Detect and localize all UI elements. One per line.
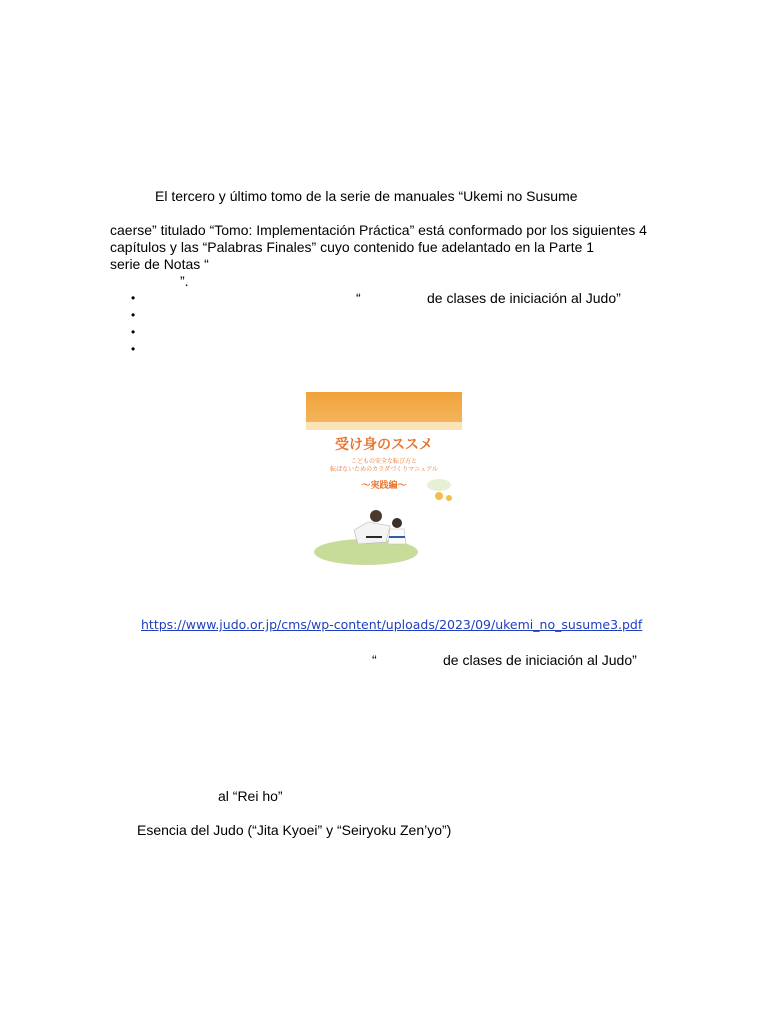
bullet-marker: •	[131, 325, 136, 339]
coach-head	[370, 510, 382, 522]
manual-pdf-link[interactable]: https://www.judo.or.jp/cms/wp-content/uploads/2023/09/ukemi_no_susume3.pdf	[141, 617, 643, 632]
cover-edition: ～実践編～	[361, 481, 407, 491]
heading-open-quote: “	[372, 652, 377, 668]
bullet-marker: •	[131, 342, 136, 356]
bullet-open-quote: “	[356, 290, 361, 306]
cover-subtitle-2: 転ばないためのカラダづくりマニュアル	[330, 466, 438, 473]
paragraph-line-4: serie de Notas “	[110, 256, 209, 272]
cover-mascot	[446, 495, 452, 501]
cover-badge	[427, 479, 451, 491]
cover-title: 受け身のススメ	[335, 437, 433, 453]
cover-illustration	[306, 392, 462, 600]
paragraph-line-3: capítulos y las “Palabras Finales” cuyo contenido fue adelantado en la Parte 1	[110, 239, 595, 255]
heading-text: de clases de iniciación al Judo”	[443, 652, 637, 668]
coach-belt	[366, 536, 382, 538]
child-head	[392, 518, 402, 528]
bullet-marker: •	[131, 291, 136, 305]
rei-ho-line: al “Rei ho”	[218, 788, 283, 804]
manual-cover-image	[306, 392, 462, 600]
coach-body	[354, 522, 390, 544]
cover-mascot	[435, 492, 443, 500]
child-belt	[389, 536, 405, 538]
paragraph-line-5: ”.	[180, 273, 189, 289]
bullet-marker: •	[131, 308, 136, 322]
paragraph-line-2: caerse” titulado “Tomo: Implementación Práctica” está conformado por los siguientes 4	[110, 222, 647, 238]
bullet-text: de clases de iniciación al Judo”	[427, 290, 621, 306]
cover-subtitle-1: こどもの安全な転び方と	[350, 458, 417, 465]
esencia-line: Esencia del Judo (“Jita Kyoei” y “Seiryoku Zen’yo”)	[137, 822, 452, 838]
paragraph-line-1: El tercero y último tomo de la serie de manuales “Ukemi no Susume	[155, 188, 578, 204]
